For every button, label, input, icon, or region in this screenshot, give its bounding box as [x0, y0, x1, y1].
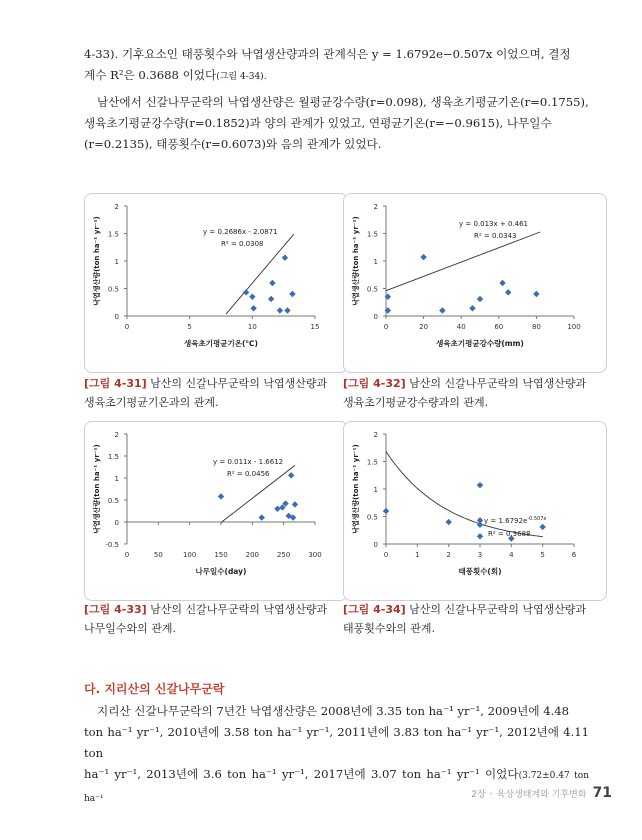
- y-tick-label: 1.5: [366, 230, 378, 239]
- trend-equation: $y = 1.6792e^{-0.507x}$: [484, 516, 547, 525]
- data-point: [420, 254, 426, 260]
- page-footer: [471, 782, 612, 801]
- y-tick-label: 2: [373, 203, 378, 211]
- figure-caption: [84, 374, 334, 412]
- y-tick-label: 1.5: [107, 230, 119, 239]
- data-point: [469, 305, 475, 311]
- text-line: ton ha⁻¹ yr⁻¹, 2010년에 3.58 ton ha⁻¹ yr⁻¹, 2011년에 3.83 ton ha⁻¹ yr⁻¹, 2012년에 4.11 ton: [84, 725, 589, 760]
- x-tick-label: 250: [276, 551, 291, 559]
- caption-text: 남산의 신갈나무군락의 낙엽생산량과: [146, 603, 328, 616]
- x-tick-label: 0: [383, 551, 389, 559]
- y-tick-label: 0: [373, 541, 378, 549]
- x-tick-label: 5: [540, 551, 545, 559]
- data-point: [289, 291, 295, 297]
- text-span: ha⁻¹ yr⁻¹, 2013년에 3.6 ton ha⁻¹ yr⁻¹, 2017년에 3.07 ton ha⁻¹ yr⁻¹ 이었다: [84, 767, 519, 781]
- y-tick-label: 2: [114, 431, 119, 439]
- r-squared: R² = 0.0308: [221, 240, 264, 248]
- chart-svg: [344, 422, 606, 600]
- text-line: [84, 65, 589, 88]
- x-axis-label: 생육초기평균강수량(mm): [436, 339, 524, 348]
- caption-text: 생육초기평균강수량과의 관계.: [343, 396, 489, 409]
- x-tick-label: 15: [310, 323, 320, 331]
- data-point: [477, 296, 483, 302]
- figure-caption: [84, 600, 334, 638]
- y-tick-label: 1: [373, 258, 378, 266]
- caption-label: [그림 4-31]: [84, 377, 147, 390]
- y-tick-label: 0.5: [107, 285, 119, 294]
- trend-equation: y = 0.2686x - 2.0871: [203, 228, 278, 236]
- page-number: 71: [592, 785, 612, 801]
- trend-equation: y = 0.011x - 1.6612: [213, 458, 284, 466]
- caption-text: 남산의 신갈나무군락의 낙엽생산량과: [405, 603, 587, 616]
- x-axis-label: 나무일수(day): [195, 567, 247, 576]
- data-point: [477, 522, 483, 528]
- x-tick-label: 2: [446, 551, 451, 559]
- x-tick-label: 10: [247, 323, 257, 331]
- data-point: [445, 519, 451, 525]
- text-line: 남산에서 신갈나무군락의 낙엽생산량은 월평균강수량(r=0.098), 생육초기평균기온(r=0.1755),: [97, 95, 589, 109]
- x-axis-label: 생육초기평균기온(℃): [184, 339, 258, 348]
- caption-label: [그림 4-34]: [343, 603, 406, 616]
- data-point: [439, 307, 445, 313]
- r-squared: R² = 0.3688: [488, 530, 531, 538]
- y-tick-label: 1.5: [107, 453, 119, 461]
- figure-caption: [343, 600, 593, 638]
- r-squared: R² = 0.0343: [474, 232, 517, 240]
- y-tick-label: 1: [114, 475, 119, 483]
- text-span: (3.72±0.47 ton ha⁻¹: [84, 771, 590, 804]
- chart-svg: [85, 194, 347, 372]
- text-line: (r=0.2135), 태풍횟수(r=0.6073)와 음의 관계가 있었다.: [84, 137, 382, 151]
- x-tick-label: 0: [124, 323, 130, 331]
- y-axis-label: 낙엽생산량(ton ha⁻¹ yr⁻¹): [93, 444, 101, 534]
- data-point: [268, 296, 274, 302]
- data-point: [243, 289, 249, 295]
- caption-text: 태풍횟수와의 관계.: [343, 622, 436, 635]
- x-tick-label: 100: [567, 323, 581, 331]
- x-tick-label: 150: [214, 551, 228, 559]
- chapter-label: 2장 ◦ 육상생태계와 기후변화: [471, 790, 587, 800]
- y-tick-label: 0.5: [366, 285, 378, 294]
- text-line: 지리산 신갈나무군락의 7년간 낙엽생산량은 2008년에 3.35 ton ha⁻¹ yr⁻¹, 2009년에 4.48: [97, 704, 570, 718]
- x-tick-label: 0: [383, 323, 389, 331]
- y-tick-label: 0: [114, 313, 119, 321]
- caption-text: 생육초기평균기온과의 관계.: [84, 396, 219, 409]
- trend-exponent: -0.507x: [527, 516, 547, 522]
- x-tick-label: 20: [419, 323, 429, 331]
- caption-text: 나무일수와의 관계.: [84, 622, 177, 635]
- data-point: [284, 307, 290, 313]
- text-line: 생육초기평균강수량(r=0.1852)과 양의 관계가 있었고, 연평균기온(r=−0.9615), 나무일수: [84, 116, 552, 130]
- x-tick-label: 50: [153, 551, 163, 559]
- y-tick-label: 2: [114, 203, 119, 211]
- x-tick-label: 100: [182, 551, 197, 559]
- y-tick-label: 0.5: [107, 497, 119, 505]
- figure-ref: (그림 4-34).: [216, 72, 267, 82]
- y-tick-label: 0.5: [366, 513, 378, 522]
- data-point: [539, 524, 545, 530]
- figure-4-31-chart: [84, 193, 348, 373]
- x-tick-label: 300: [308, 551, 322, 559]
- y-tick-label: 2: [373, 431, 378, 439]
- caption-text: 남산의 신갈나무군락의 낙엽생산량과: [405, 377, 587, 390]
- y-tick-label: 1: [114, 258, 119, 266]
- top-paragraph: [84, 44, 589, 155]
- x-tick-label: 3: [477, 551, 483, 559]
- y-tick-label: 1.5: [366, 458, 378, 467]
- caption-text: 남산의 신갈나무군락의 낙엽생산량과: [146, 377, 328, 390]
- chart-svg: [344, 194, 606, 372]
- figure-4-33-chart: [84, 421, 348, 601]
- figure-4-32-chart: [343, 193, 607, 373]
- chart-svg: [85, 422, 347, 600]
- data-point: [250, 305, 256, 311]
- y-axis-label: 낙엽생산량(ton ha⁻¹ yr⁻¹): [93, 216, 101, 306]
- x-tick-label: 5: [187, 323, 192, 331]
- data-point: [277, 307, 283, 313]
- text-line: 4-33). 기후요소인 태풍횟수와 낙엽생산량과의 관계식은 y = 1.6792e−0.507x 이었으며, 결정: [84, 47, 571, 61]
- x-tick-label: 80: [531, 323, 541, 331]
- section-title: 다. 지리산의 신갈나무군락: [84, 682, 225, 696]
- data-point: [269, 280, 275, 286]
- y-axis-label: 낙엽생산량(ton ha⁻¹ yr⁻¹): [352, 216, 360, 306]
- data-point: [477, 533, 483, 539]
- data-point: [249, 294, 255, 300]
- y-tick-label: -0.5: [105, 541, 119, 549]
- data-point: [292, 501, 298, 507]
- data-point: [477, 482, 483, 488]
- data-point: [274, 506, 280, 512]
- x-tick-label: 6: [571, 551, 577, 559]
- x-tick-label: 200: [245, 551, 260, 559]
- trendline: [386, 232, 540, 291]
- data-point: [259, 514, 265, 520]
- data-point: [533, 291, 539, 297]
- figure-4-34-chart: [343, 421, 607, 601]
- data-point: [218, 493, 224, 499]
- r-squared: R² = 0.0456: [227, 470, 270, 478]
- x-tick-label: 0: [124, 551, 130, 559]
- trend-equation: y = 0.013x + 0.461: [459, 220, 528, 228]
- x-axis-label: 태풍횟수(회): [458, 567, 502, 576]
- figure-caption: [343, 374, 593, 412]
- x-tick-label: 60: [494, 323, 504, 331]
- text-span: 계수 R²은 0.3688 이었다: [84, 68, 217, 82]
- y-tick-label: 0: [373, 313, 378, 321]
- data-point: [499, 280, 505, 286]
- x-tick-label: 4: [509, 551, 514, 559]
- data-point: [505, 289, 511, 295]
- x-tick-label: 1: [415, 551, 420, 559]
- y-axis-label: 낙엽생산량(ton ha⁻¹ yr⁻¹): [352, 444, 360, 534]
- caption-label: [그림 4-33]: [84, 603, 147, 616]
- data-point: [383, 508, 389, 514]
- caption-label: [그림 4-32]: [343, 377, 406, 390]
- data-point: [282, 255, 288, 261]
- y-tick-label: 1: [373, 486, 378, 494]
- data-point: [288, 472, 294, 478]
- x-tick-label: 40: [456, 323, 466, 331]
- y-tick-label: 0: [114, 519, 119, 527]
